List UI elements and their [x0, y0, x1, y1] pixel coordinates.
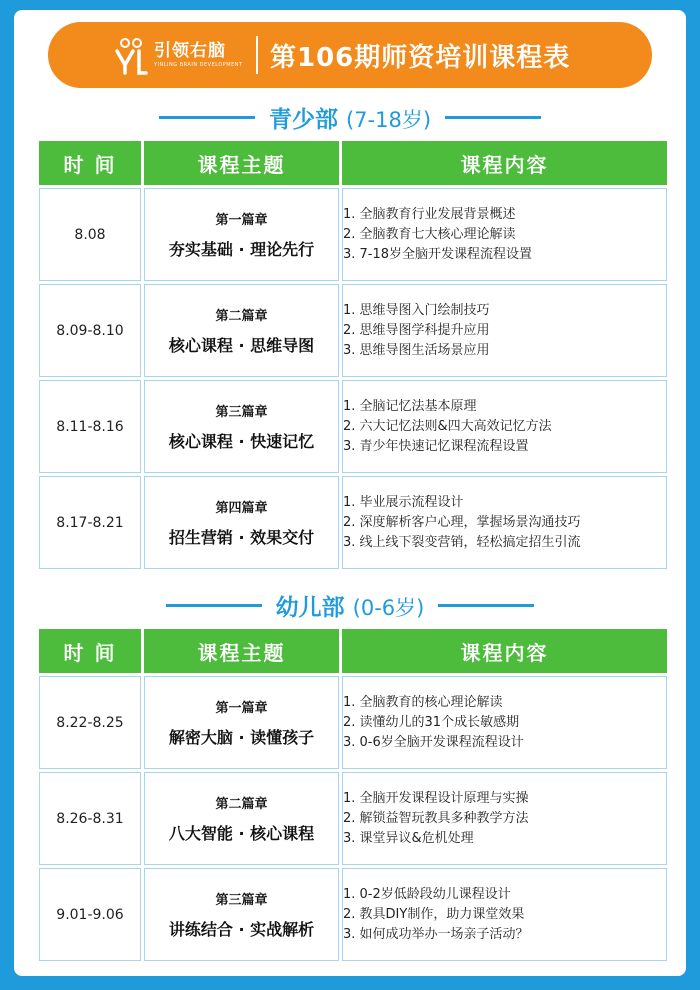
content-item: 2. 六大记忆法则&四大高效记忆方法	[343, 418, 552, 434]
row-content	[342, 188, 667, 281]
row-topic	[144, 380, 339, 473]
table-row	[39, 188, 667, 281]
logo-icon	[114, 35, 148, 75]
content-item: 3. 0-6岁全脑开发课程流程设计	[343, 734, 524, 750]
content-item: 1. 0-2岁低龄段幼儿课程设计	[343, 886, 511, 902]
row-content	[342, 868, 667, 961]
row-topic	[144, 772, 339, 865]
content-item: 1. 思维导图入门绘制技巧	[343, 302, 490, 318]
table-header-row	[39, 629, 667, 673]
chapter-label: 第一篇章	[215, 213, 268, 228]
content-item: 1. 全脑教育的核心理论解读	[343, 694, 503, 710]
topic-title: 核心课程 · 思维导图	[168, 336, 315, 355]
content-item: 3. 7-18岁全脑开发课程流程设置	[343, 246, 533, 262]
heading-line-left	[166, 604, 262, 607]
chapter-label: 第三篇章	[215, 893, 268, 908]
schedule-table-teen	[36, 138, 670, 572]
schedule-table-kids	[36, 626, 670, 964]
row-content	[342, 380, 667, 473]
table-row	[39, 476, 667, 569]
row-content	[342, 676, 667, 769]
logo-english-name: YINLING BRAIN DEVELOPMENT	[154, 61, 243, 68]
content-item: 3. 课堂异议&危机处理	[343, 830, 474, 846]
section-heading-teen	[0, 100, 700, 134]
page-title: 第106期师资培训课程表	[270, 42, 571, 73]
chapter-label: 第二篇章	[215, 797, 268, 812]
banner-divider	[256, 36, 258, 74]
column-header-time: 时 间	[39, 141, 141, 185]
table-row	[39, 284, 667, 377]
content-item: 3. 如何成功举办一场亲子活动？	[343, 926, 529, 942]
chapter-label: 第三篇章	[215, 405, 268, 420]
content-item: 2. 解锁益智玩教具多种教学方法	[343, 810, 529, 826]
logo-chinese-name: 引领右脑	[154, 40, 226, 61]
table-row	[39, 676, 667, 769]
topic-title: 夯实基础 · 理论先行	[168, 240, 315, 259]
table-header-row	[39, 141, 667, 185]
row-content	[342, 284, 667, 377]
row-time: 8.08	[39, 188, 141, 281]
row-topic	[144, 476, 339, 569]
row-topic	[144, 188, 339, 281]
topic-title: 招生营销 · 效果交付	[168, 528, 315, 547]
content-item: 2. 教具DIY制作，助力课堂效果	[343, 906, 525, 922]
column-header-content: 课程内容	[342, 141, 667, 185]
row-content	[342, 476, 667, 569]
row-topic	[144, 284, 339, 377]
row-time: 9.01-9.06	[39, 868, 141, 961]
content-item: 1. 毕业展示流程设计	[343, 494, 464, 510]
section-name: 幼儿部	[275, 594, 345, 621]
row-time: 8.17-8.21	[39, 476, 141, 569]
column-header-topic: 课程主题	[144, 629, 339, 673]
heading-line-left	[159, 116, 255, 119]
heading-line-right	[438, 604, 534, 607]
section-name: 青少部	[268, 106, 338, 133]
section-age-range: (0-6岁)	[352, 595, 425, 620]
chapter-label: 第四篇章	[215, 501, 268, 516]
topic-title: 讲练结合 · 实战解析	[168, 920, 315, 939]
content-item: 2. 读懂幼儿的31个成长敏感期	[343, 714, 520, 730]
content-item: 2. 思维导图学科提升应用	[343, 322, 490, 338]
content-item: 2. 深度解析客户心理，掌握场景沟通技巧	[343, 514, 581, 530]
table-row	[39, 772, 667, 865]
chapter-label: 第二篇章	[215, 309, 268, 324]
row-topic	[144, 868, 339, 961]
row-time: 8.11-8.16	[39, 380, 141, 473]
table-row	[39, 868, 667, 961]
content-item: 3. 青少年快速记忆课程流程设置	[343, 438, 529, 454]
title-banner	[48, 22, 652, 88]
column-header-content: 课程内容	[342, 629, 667, 673]
table-row	[39, 380, 667, 473]
row-content	[342, 772, 667, 865]
content-item: 3. 思维导图生活场景应用	[343, 342, 490, 358]
brand-logo	[114, 30, 250, 80]
row-time: 8.22-8.25	[39, 676, 141, 769]
section-age-range: (7-18岁)	[345, 107, 432, 132]
heading-line-right	[445, 116, 541, 119]
topic-title: 核心课程 · 快速记忆	[168, 432, 315, 451]
content-item: 1. 全脑记忆法基本原理	[343, 398, 477, 414]
row-time: 8.09-8.10	[39, 284, 141, 377]
content-item: 2. 全脑教育七大核心理论解读	[343, 226, 516, 242]
topic-title: 八大智能 · 核心课程	[168, 824, 315, 843]
content-item: 1. 全脑开发课程设计原理与实操	[343, 790, 529, 806]
chapter-label: 第一篇章	[215, 701, 268, 716]
content-item: 3. 线上线下裂变营销，轻松搞定招生引流	[343, 534, 581, 550]
topic-title: 解密大脑 · 读懂孩子	[168, 728, 315, 747]
column-header-time: 时 间	[39, 629, 141, 673]
content-item: 1. 全脑教育行业发展背景概述	[343, 206, 516, 222]
row-time: 8.26-8.31	[39, 772, 141, 865]
row-topic	[144, 676, 339, 769]
column-header-topic: 课程主题	[144, 141, 339, 185]
section-heading-kids	[0, 588, 700, 622]
